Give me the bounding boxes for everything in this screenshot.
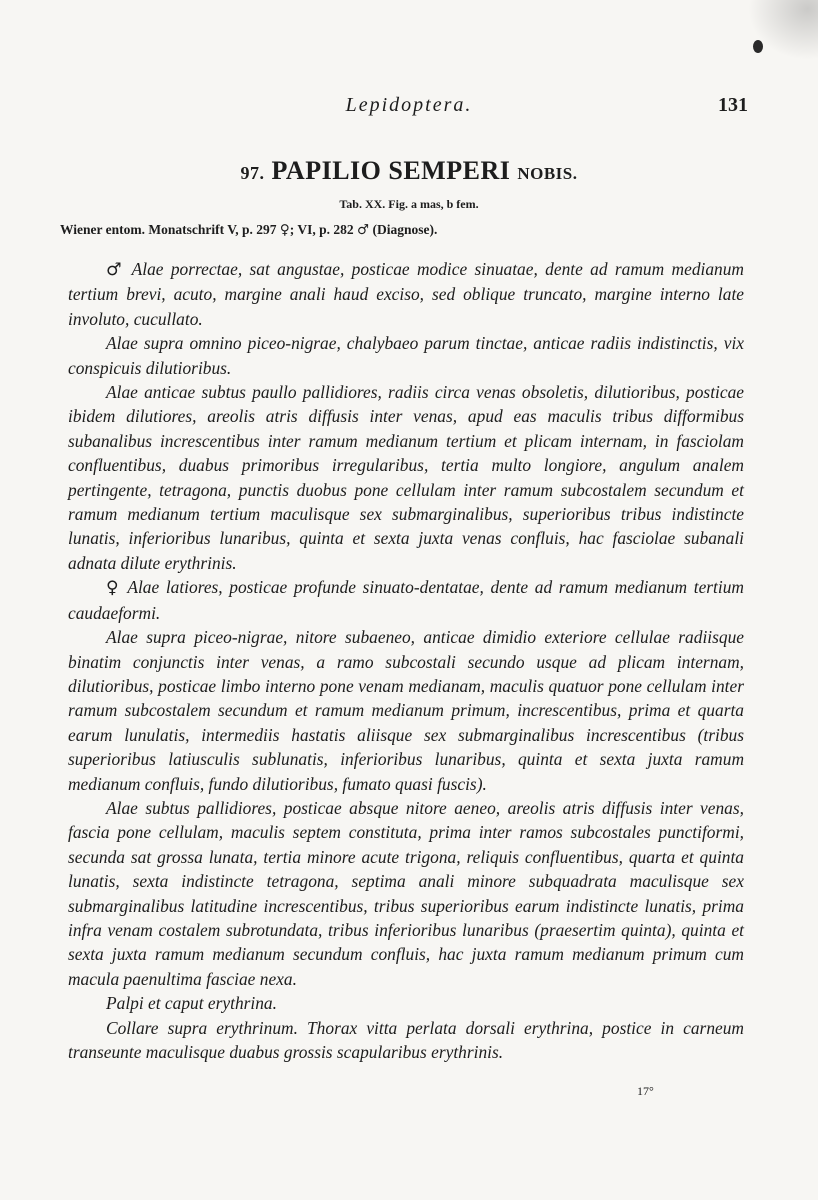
species-number: 97. (240, 163, 265, 183)
citation-part-3: (Diagnose). (372, 222, 438, 237)
signature-mark: 17° (637, 1084, 654, 1098)
paragraph (68, 991, 744, 1015)
female-symbol-icon: ♀ (106, 578, 122, 599)
paragraph-text: Alae anticae subtus paullo pallidiores, radiis circa venas obsoletis, dilutioribus, posticae ibidem dilutiores, areolis atris diffusis inter venas, apud eas maculis tribus difformibus subanalibus increscentibus inter ramum medianum tertium et plicam internam, in fasciolam confluentibus, duabus primoribus irregularibus, tertia multo longiore, angulum analem pertingente, tetragona, punctis duobus pone cellulam inter ramum subcostalem secundum et ramum medianum tertium maculisque sex submarginalibus, superioribus tribus indistincte lunatis, inferioribus lunaribus, quinta et sexta juxta venas confluis, hac fasciolae subanali adnata dilute erythrinis. (68, 382, 744, 573)
paragraph (68, 380, 744, 575)
paragraph (68, 796, 744, 991)
male-symbol-icon: ♂ (357, 222, 370, 238)
male-symbol-icon: ♂ (106, 260, 125, 280)
ink-spot (753, 40, 763, 53)
paragraph (68, 257, 744, 331)
paragraph (68, 331, 744, 380)
paragraph (68, 575, 744, 625)
paragraph-text: Alae latiores, posticae profunde sinuato-dentatae, dente ad ramum medianum tertium caudaeformi. (68, 577, 744, 623)
paragraph-text: Alae porrectae, sat angustae, posticae modice sinuatae, dente ad ramum medianum tertium brevi, acuto, margine anali haud exciso, sed oblique truncato, margine interno late involuto, cucullato. (68, 259, 744, 329)
species-author: NOBIS. (517, 164, 578, 183)
paragraph-text: Alae subtus pallidiores, posticae absque nitore aeneo, areolis atris diffusis inter venas, fascia pone cellulam, maculis septem constituta, prima inter ramos subcostales punctiformi, secunda sat grossa lunata, tertia minore acute trigona, reliquis confluentibus, quarta et quinta lunatis, sexta indistincte tetragona, septima anali minore subquadrata maculisque sex submarginalibus latitudine increscentibus, tribus superioribus earum indistincte lunatis, prima infra venam costalem subrotundata, tribus inferioribus lunaribus (praesertim quinta), quinta et sexta juxta ramum medianum secundum confluis, hac juxta ramum medianum primum cum macula paenultima fasciae nexa. (68, 797, 744, 989)
paragraph (68, 625, 744, 796)
paragraph-text: Alae supra omnino piceo-nigrae, chalybaeo parum tinctae, anticae radiis indistinctis, vix conspicuis dilutioribus. (68, 333, 744, 378)
paragraph-text: Palpi et caput erythrina. (106, 993, 277, 1014)
paragraph-text: Alae supra piceo-nigrae, nitore subaeneo, anticae dimidio exteriore cellulae radiisque binatim conjunctis inter venas, a ramo subcostali secundo usque ad plicam internam, dilutioribus, posticae limbo interno pone venam medianam, maculis quatuor pone cellulam inter ramum subcostalem secundum et ramum medianum primum, increscentibus, prima et quarta earum lunulatis, intermediis hastatis aliisque sex submarginalibus increscentibus (tribus superioribus latiusculis sublunatis, inferioribus lunaribus, quinta et sexta juxta ramum medianum confluis, fundo dilutioribus, fumato quasi fuscis). (68, 627, 744, 794)
citation-part-2: ; VI, p. 282 (289, 222, 354, 237)
female-symbol-icon: ♀ (279, 222, 290, 238)
literature-citation (60, 222, 760, 238)
citation-part-1: Wiener entom. Monatschrift V, p. 297 (60, 222, 277, 237)
paragraph (68, 1016, 744, 1065)
page-number: 131 (718, 94, 748, 116)
plate-reference: Tab. XX. Fig. a mas, b fem. (339, 197, 479, 211)
species-heading (0, 156, 818, 186)
description-body (68, 257, 744, 1064)
species-name: PAPILIO SEMPERI (271, 156, 511, 185)
paragraph-text: Collare supra erythrinum. Thorax vitta perlata dorsali erythrina, postice in carneum transeunte maculisque duabus grossis scapularibus erythrinis. (68, 1017, 744, 1062)
running-header: Lepidoptera. (345, 94, 473, 116)
